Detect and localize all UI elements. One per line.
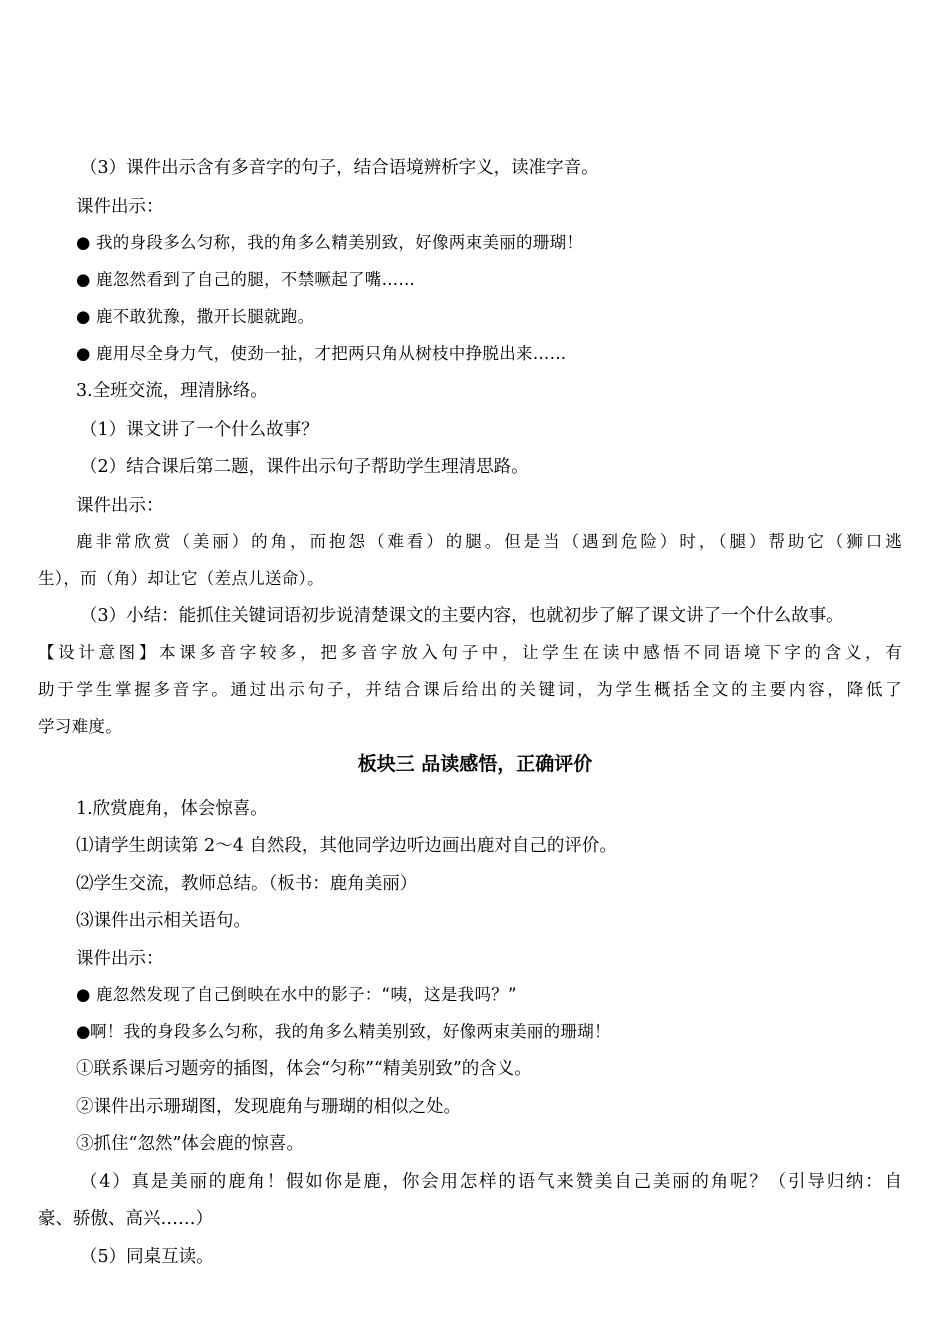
text-line: 3.全班交流，理清脉络。 bbox=[76, 381, 268, 401]
text-line: 课件出示： bbox=[76, 949, 164, 969]
design-intent: 学习难度。 bbox=[38, 717, 122, 736]
bullet-icon: ● bbox=[76, 233, 91, 252]
text-line: 豪、骄傲、高兴……） bbox=[38, 1209, 213, 1229]
text-line: 课件出示： bbox=[76, 496, 164, 516]
design-intent: 助于学生掌握多音字。通过出示句子，并结合课后给出的关键词，为学生概括全文的主要内容，降低了 bbox=[38, 680, 902, 699]
bullet-icon: ● bbox=[76, 1022, 91, 1041]
text-line: ⑴请学生朗读第 2～4 自然段，其他同学边听边画出鹿对自己的评价。 bbox=[76, 836, 617, 856]
bullet-item bbox=[38, 268, 902, 292]
bullet-text: 鹿用尽全身力气，使劲一扯，才把两只角从树枝中挣脱出来…… bbox=[96, 344, 567, 363]
bullet-icon: ● bbox=[76, 985, 91, 1004]
text-line: 1.欣赏鹿角，体会惊喜。 bbox=[76, 799, 268, 819]
text-line: （3）课件出示含有多音字的句子，结合语境辨析字义，读准字音。 bbox=[80, 158, 599, 178]
bullet-icon: ● bbox=[76, 270, 91, 289]
bullet-item bbox=[38, 342, 902, 366]
text-line: ①联系课后习题旁的插图，体会“匀称”“精美别致”的含义。 bbox=[76, 1059, 532, 1079]
bullet-text: 鹿忽然看到了自己的腿，不禁噘起了嘴…… bbox=[96, 270, 416, 289]
bullet-item bbox=[38, 983, 902, 1007]
display-text: 生），而（角）却让它（差点儿送命）。 bbox=[38, 569, 324, 588]
display-text: 鹿非常欣赏（美丽）的角，而抱怨（难看）的腿。但是当（遇到危险）时，（腿）帮助它（狮口逃 bbox=[76, 532, 902, 551]
text-line: （2）结合课后第二题，课件出示句子帮助学生理清思路。 bbox=[80, 457, 529, 477]
text-line: ⑵学生交流，教师总结。（板书：鹿角美丽） bbox=[76, 874, 418, 894]
bullet-text: 我的身段多么匀称，我的角多么精美别致，好像两束美丽的珊瑚！ bbox=[96, 233, 584, 252]
bullet-item bbox=[38, 305, 902, 329]
bullet-icon: ● bbox=[76, 307, 91, 326]
bullet-text: 鹿不敢犹豫，撒开长腿就跑。 bbox=[96, 307, 315, 326]
text-line: ③抓住“忽然”体会鹿的惊喜。 bbox=[76, 1134, 304, 1154]
text-line: （4）真是美丽的鹿角！假如你是鹿，你会用怎样的语气来赞美自己美丽的角呢？（引导归纳：自 bbox=[80, 1172, 902, 1192]
bullet-text: 啊！我的身段多么匀称，我的角多么精美别致，好像两束美丽的珊瑚！ bbox=[90, 1022, 611, 1041]
text-line: （5）同桌互读。 bbox=[80, 1247, 214, 1267]
bullet-item bbox=[38, 231, 902, 255]
text-line: ⑶课件出示相关语句。 bbox=[76, 911, 251, 931]
bullet-item bbox=[38, 1020, 902, 1044]
design-intent: 【设计意图】本课多音字较多，把多音字放入句子中，让学生在读中感悟不同语境下字的含义，有 bbox=[38, 643, 902, 662]
text-line: （1）课文讲了一个什么故事？ bbox=[80, 420, 319, 440]
bullet-icon: ● bbox=[76, 344, 91, 363]
bullet-text: 鹿忽然发现了自己倒映在水中的影子：“咦，这是我吗？” bbox=[96, 985, 517, 1004]
text-line: ②课件出示珊瑚图，发现鹿角与珊瑚的相似之处。 bbox=[76, 1097, 461, 1117]
text-line: 课件出示： bbox=[76, 197, 164, 217]
text-line: （3）小结：能抓住关键词语初步说清楚课文的主要内容，也就初步了解了课文讲了一个什么故事。 bbox=[80, 606, 844, 626]
section-heading: 板块三 品读感悟，正确评价 bbox=[357, 753, 593, 775]
